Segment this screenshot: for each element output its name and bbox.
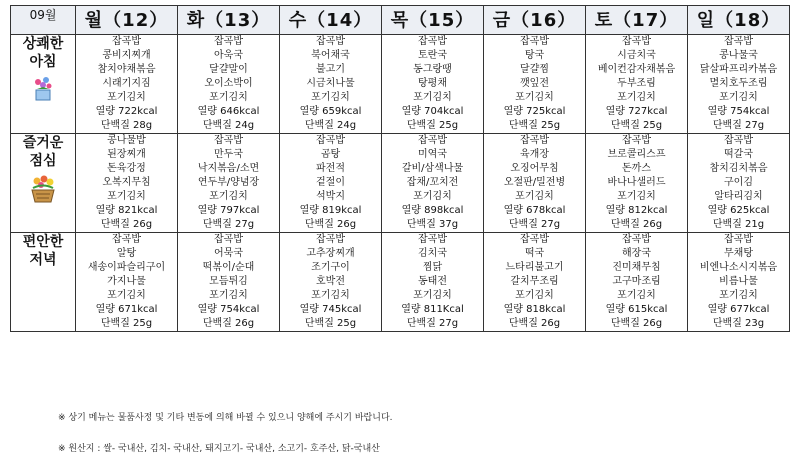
meal-label-line: 상쾌한: [22, 36, 64, 52]
menu-item: 고구마조림: [612, 276, 661, 287]
menu-item: 콩나물국: [719, 50, 758, 61]
menu-cell-lunch-wed: [280, 134, 382, 233]
protein-value: 단백질 26g: [202, 318, 255, 329]
day-header-sun: 일（18）: [688, 6, 790, 35]
menu-item: 무채탕: [724, 248, 753, 259]
menu-item: 된장찌개: [107, 149, 146, 160]
meal-row-lunch: [11, 134, 790, 233]
protein-value: 단백질 21g: [712, 219, 765, 230]
menu-item: 고추장찌개: [306, 248, 355, 259]
menu-cell-lunch-mon: [76, 134, 178, 233]
menu-item: 잡곡밥: [214, 36, 243, 47]
menu-item: 곰탕: [320, 149, 341, 160]
menu-item: 포기김치: [107, 92, 146, 103]
menu-item: 동태전: [418, 276, 447, 287]
menu-item: 동그랑땡: [413, 64, 452, 75]
meal-label-line: 아침: [29, 54, 57, 70]
menu-item: 탕평채: [418, 78, 447, 89]
protein-value: 단백질 27g: [712, 120, 765, 131]
menu-item: 비름나물: [719, 276, 758, 287]
calorie-value: 열량 727kcal: [605, 106, 668, 117]
menu-item: 연두부/양념장: [197, 177, 260, 188]
menu-item: 잡곡밥: [214, 234, 243, 245]
meal-row-dinner: [11, 233, 790, 332]
menu-cell-breakfast-mon: [76, 35, 178, 134]
menu-item: 잡곡밥: [418, 234, 447, 245]
menu-item: 포기김치: [617, 290, 656, 301]
menu-cell-dinner-wed: [280, 233, 382, 332]
menu-item: 갈치무조림: [510, 276, 559, 287]
menu-item: 해장국: [622, 248, 651, 259]
menu-item: 달걀말이: [209, 64, 248, 75]
menu-item: 잡곡밥: [316, 36, 345, 47]
protein-value: 단백질 26g: [100, 219, 153, 230]
calorie-value: 열량 754kcal: [707, 106, 770, 117]
menu-item: 잡곡밥: [622, 36, 651, 47]
calorie-value: 열량 745kcal: [299, 304, 362, 315]
protein-value: 단백질 26g: [610, 318, 663, 329]
menu-item: 포기김치: [617, 92, 656, 103]
menu-cell-breakfast-fri: [484, 35, 586, 134]
menu-item: 만두국: [214, 149, 243, 160]
menu-item: 포기김치: [719, 92, 758, 103]
menu-cell-lunch-tue: [178, 134, 280, 233]
menu-item: 떡볶이/순대: [202, 262, 255, 273]
menu-item: 겉절이: [316, 177, 345, 188]
menu-cell-breakfast-sun: [688, 35, 790, 134]
calorie-value: 열량 754kcal: [197, 304, 260, 315]
meal-label-line: 저녁: [29, 252, 57, 268]
weekly-menu-table: [10, 5, 790, 332]
protein-value: 단백질 23g: [712, 318, 765, 329]
menu-item: 포기김치: [617, 191, 656, 202]
calorie-value: 열량 797kcal: [197, 205, 260, 216]
meal-label-breakfast: [11, 35, 76, 134]
menu-item: 잡곡밥: [316, 135, 345, 146]
menu-item: 포기김치: [515, 92, 554, 103]
calorie-value: 열량 898kcal: [401, 205, 464, 216]
day-header-tue: 화（13）: [178, 6, 280, 35]
menu-item: 잡곡밥: [724, 36, 753, 47]
menu-item: 조기구이: [311, 262, 350, 273]
menu-item: 오복지무침: [102, 177, 151, 188]
menu-item: 포기김치: [719, 290, 758, 301]
calorie-value: 열량 725kcal: [503, 106, 566, 117]
menu-item: 참치김치볶음: [709, 163, 768, 174]
menu-item: 오절판/밀전병: [503, 177, 566, 188]
calorie-value: 열량 659kcal: [299, 106, 362, 117]
menu-cell-dinner-sat: [586, 233, 688, 332]
protein-value: 단백질 24g: [202, 120, 255, 131]
menu-item: 포기김치: [107, 191, 146, 202]
protein-value: 단백질 26g: [508, 318, 561, 329]
menu-item: 찜닭: [422, 262, 443, 273]
menu-cell-dinner-sun: [688, 233, 790, 332]
menu-item: 오징어무침: [510, 163, 559, 174]
menu-cell-lunch-sat: [586, 134, 688, 233]
menu-item: 잡곡밥: [520, 234, 549, 245]
protein-value: 단백질 25g: [304, 318, 357, 329]
protein-value: 단백질 26g: [304, 219, 357, 230]
menu-item: 돈까스: [622, 163, 651, 174]
protein-value: 단백질 24g: [304, 120, 357, 131]
menu-item: 알타리김치: [714, 191, 763, 202]
menu-item: 참치야채볶음: [97, 64, 156, 75]
menu-item: 구이김: [724, 177, 753, 188]
menu-item: 불고기: [316, 64, 345, 75]
header-row: [11, 6, 790, 35]
menu-item: 잡곡밥: [622, 234, 651, 245]
menu-item: 잡곡밥: [724, 135, 753, 146]
menu-item: 알탕: [116, 248, 137, 259]
menu-item: 잡곡밥: [724, 234, 753, 245]
menu-item: 호박전: [316, 276, 345, 287]
menu-item: 잡곡밥: [418, 135, 447, 146]
calorie-value: 열량 625kcal: [707, 205, 770, 216]
meal-row-breakfast: [11, 35, 790, 134]
menu-cell-dinner-mon: [76, 233, 178, 332]
protein-value: 단백질 27g: [202, 219, 255, 230]
menu-item: 가지나물: [107, 276, 146, 287]
calorie-value: 열량 821kcal: [95, 205, 158, 216]
menu-item: 포기김치: [413, 92, 452, 103]
menu-item: 시래기지짐: [102, 78, 151, 89]
day-header-thu: 목（15）: [382, 6, 484, 35]
calorie-value: 열량 671kcal: [95, 304, 158, 315]
protein-value: 단백질 25g: [406, 120, 459, 131]
menu-cell-lunch-thu: [382, 134, 484, 233]
menu-item: 포기김치: [209, 191, 248, 202]
calorie-value: 열량 678kcal: [503, 205, 566, 216]
menu-item: 잡곡밥: [622, 135, 651, 146]
menu-item: 잡곡밥: [316, 234, 345, 245]
protein-value: 단백질 28g: [100, 120, 153, 131]
menu-item: 시금치국: [617, 50, 656, 61]
protein-value: 단백질 26g: [610, 219, 663, 230]
menu-item: 어묵국: [214, 248, 243, 259]
menu-item: 갈비/삼색나물: [401, 163, 464, 174]
menu-item: 포기김치: [413, 191, 452, 202]
menu-item: 오이소박이: [204, 78, 253, 89]
menu-cell-dinner-thu: [382, 233, 484, 332]
calorie-value: 열량 812kcal: [605, 205, 668, 216]
menu-item: 잡곡밥: [214, 135, 243, 146]
menu-item: 콩나물밥: [107, 135, 146, 146]
protein-value: 단백질 37g: [406, 219, 459, 230]
day-header-sat: 토（17）: [586, 6, 688, 35]
day-header-fri: 금（16）: [484, 6, 586, 35]
protein-value: 단백질 25g: [610, 120, 663, 131]
menu-cell-breakfast-tue: [178, 35, 280, 134]
menu-item: 진미채무침: [612, 262, 661, 273]
menu-item: 포기김치: [311, 92, 350, 103]
menu-item: 달걀찜: [520, 64, 549, 75]
menu-cell-breakfast-wed: [280, 35, 382, 134]
menu-item: 포기김치: [209, 92, 248, 103]
calorie-value: 열량 818kcal: [503, 304, 566, 315]
menu-item: 멸치호두조림: [709, 78, 768, 89]
meal-label-dinner: [11, 233, 76, 332]
menu-item: 포기김치: [107, 290, 146, 301]
menu-item: 김치국: [418, 248, 447, 259]
menu-item: 잡곡밥: [418, 36, 447, 47]
menu-item: 돈육강정: [107, 163, 146, 174]
menu-cell-dinner-tue: [178, 233, 280, 332]
menu-item: 잡곡밥: [112, 36, 141, 47]
month-label: 09월: [11, 6, 76, 35]
calorie-value: 열량 677kcal: [707, 304, 770, 315]
origin-note: ※ 원산지 : 쌀- 국내산, 김치- 국내산, 돼지고기- 국내산, 소고기- 호주산, 닭-국내산: [58, 444, 380, 454]
calorie-value: 열량 615kcal: [605, 304, 668, 315]
calorie-value: 열량 811Kcal: [401, 304, 464, 315]
menu-item: 아욱국: [214, 50, 243, 61]
menu-item: 깻잎전: [520, 78, 549, 89]
menu-item: 낙지볶음/소면: [197, 163, 260, 174]
meal-label-lunch: [11, 134, 76, 233]
menu-item: 새송이파슬리구이: [87, 262, 166, 273]
menu-item: 브로콜리스프: [607, 149, 666, 160]
menu-item: 잡채/꼬치전: [406, 177, 459, 188]
day-header-wed: 수（14）: [280, 6, 382, 35]
menu-item: 파전적: [316, 163, 345, 174]
calorie-value: 열량 819kcal: [299, 205, 362, 216]
menu-item: 느타리불고기: [505, 262, 564, 273]
menu-item: 포기김치: [209, 290, 248, 301]
menu-cell-dinner-fri: [484, 233, 586, 332]
menu-item: 떡국: [524, 248, 545, 259]
menu-cell-breakfast-thu: [382, 35, 484, 134]
menu-item: 떡갈국: [724, 149, 753, 160]
menu-item: 탕국: [524, 50, 545, 61]
protein-value: 단백질 27g: [508, 219, 561, 230]
menu-item: 포기김치: [311, 290, 350, 301]
menu-item: 모듬튀김: [209, 276, 248, 287]
menu-cell-lunch-sun: [688, 134, 790, 233]
menu-item: 시금치나물: [306, 78, 355, 89]
menu-item: 베이컨감자채볶음: [597, 64, 676, 75]
menu-cell-lunch-fri: [484, 134, 586, 233]
protein-value: 단백질 25g: [100, 318, 153, 329]
menu-item: 잡곡밥: [520, 135, 549, 146]
menu-item: 콩비지찌개: [102, 50, 151, 61]
menu-item: 잡곡밥: [520, 36, 549, 47]
menu-item: 토란국: [418, 50, 447, 61]
meal-label-line: 점심: [29, 153, 57, 169]
menu-item: 비엔나소시지볶음: [699, 262, 778, 273]
menu-item: 두부조림: [617, 78, 656, 89]
flower-pot-icon: [11, 75, 75, 106]
calorie-value: 열량 704kcal: [401, 106, 464, 117]
calorie-value: 열량 646kcal: [197, 106, 260, 117]
menu-item: 육개장: [520, 149, 549, 160]
protein-value: 단백질 27g: [406, 318, 459, 329]
menu-item: 잡곡밥: [112, 234, 141, 245]
menu-item: 닭살파프리카볶음: [699, 64, 778, 75]
meal-label-line: 편안한: [22, 234, 64, 250]
day-header-mon: 월（12）: [76, 6, 178, 35]
protein-value: 단백질 25g: [508, 120, 561, 131]
menu-item: 포기김치: [515, 290, 554, 301]
meal-label-line: 즐거운: [22, 135, 64, 151]
menu-cell-breakfast-sat: [586, 35, 688, 134]
flower-basket-icon: [11, 174, 75, 209]
menu-item: 석박지: [316, 191, 345, 202]
menu-item: 포기김치: [515, 191, 554, 202]
menu-item: 북어채국: [311, 50, 350, 61]
menu-change-note: ※ 상기 메뉴는 물품사정 및 기타 변동에 의해 바뀔 수 있으니 양해에 주시기 바랍니다.: [58, 413, 393, 423]
menu-item: 포기김치: [413, 290, 452, 301]
menu-item: 미역국: [418, 149, 447, 160]
calorie-value: 열량 722kcal: [95, 106, 158, 117]
menu-item: 바나나샐러드: [607, 177, 666, 188]
